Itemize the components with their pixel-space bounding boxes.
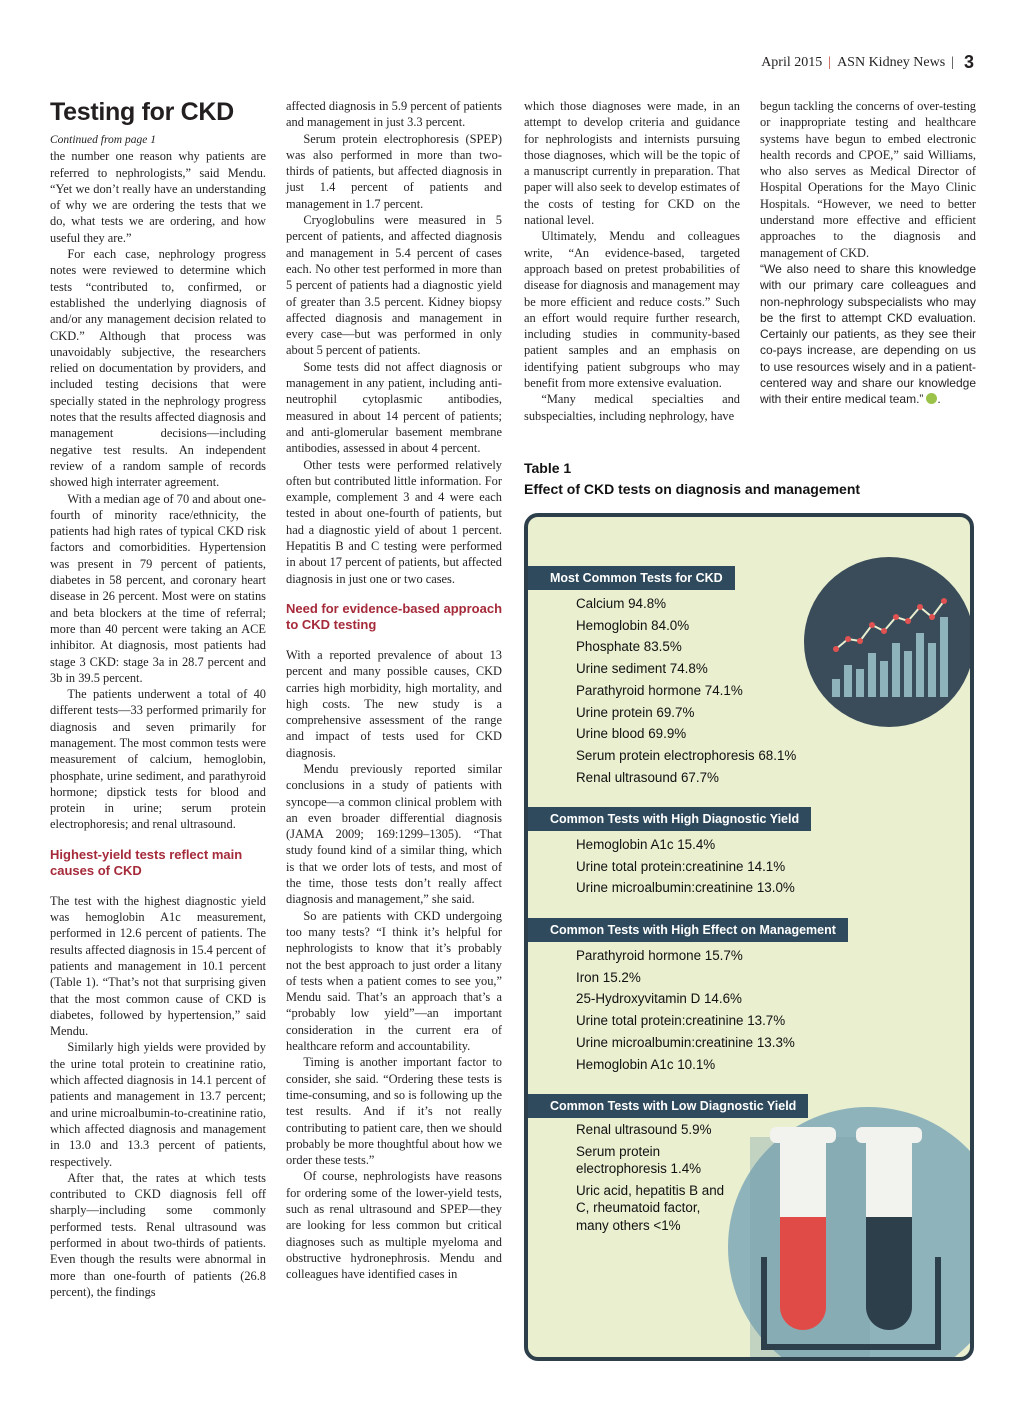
list-item: Parathyroid hormone 15.7% — [576, 948, 743, 963]
paragraph: Similarly high yields were provided by the urine total protein to creatinine ratio, which affected diagnosis in 14.1 percent of patients and management in 13.7 percent; and urine microalbumin-to-creatinine ratio, which affected diagnosis and management in 13.0 and 13.3 percent of patients, respectively. — [50, 1040, 266, 1169]
test-tubes-icon — [728, 1107, 974, 1361]
closing-quote — [760, 261, 976, 408]
paragraph: “Many medical specialties and subspecialties, including nephrology, have — [524, 392, 740, 423]
table-panel — [524, 513, 974, 1361]
article-column-3 — [524, 98, 740, 424]
list-item: Urine microalbumin:creatinine 13.0% — [576, 880, 795, 896]
list-item: 25-Hydroxyvitamin D 14.6% — [576, 991, 742, 1007]
section-heading: Highest-yield tests reflect main causes of CKD — [50, 846, 243, 878]
test-tubes-illustration-icon — [728, 1107, 974, 1361]
article-column-2 — [286, 98, 502, 1282]
issue-date: April 2015 — [761, 54, 823, 70]
paragraph: For each case, nephrology progress notes were reviewed to determine which tests “contributed to, confirmed, or established the underlying diagnosis of and/or any management decision related to CKD.” Although that process was unavoidably subjective, the researchers relied on documentation by providers, and included testing decisions that were specially stated in the nephrology progress notes that the results affected diagnosis and management decisions—including negative test results. An independent review of a random sample of records showed high interrater agreement. — [50, 247, 266, 490]
header-separator: | — [951, 54, 954, 70]
table-caption — [524, 458, 860, 500]
article-title: Testing for CKD — [50, 98, 234, 126]
paragraph: With a median age of 70 and about one-fourth of minority race/ethnicity, the patients had high rates of typical CKD risk factors and comorbidities. Hypertension was present in 79 percent of patients, diabetes in 58 percent, and coronary heart disease in 26 percent. Most were on statins and beta blockers at the time of referral; more than 40 percent were taking an ACE inhibitor. At diagnosis, most patients had stage 3 CKD: stage 3a in 28.7 percent and 3b in 39.5 percent. — [50, 491, 266, 685]
page-header — [761, 52, 974, 73]
list-item: Calcium 94.8% — [576, 596, 667, 611]
list-item: Iron 15.2% — [576, 969, 641, 985]
list-item: Hemoglobin A1c 15.4% — [576, 837, 716, 852]
list-item: Urine protein 69.7% — [576, 704, 695, 720]
list-item: Urine sediment 74.8% — [576, 661, 708, 677]
section-label-most-common: Most Common Tests for CKD — [528, 566, 735, 590]
paragraph: Other tests were performed relatively often but contributed little information. For example, complement 3 and 4 were each tested in about one-fourth of patients, but had a diagnostic yield of about 1 percent. Hepatitis B and C testing were performed in about 17 percent of patients, but affected diagnosis in just one or two cases. — [286, 457, 502, 586]
list-item: Hemoglobin 84.0% — [576, 617, 690, 633]
paragraph: Cryoglobulins were measured in 5 percent of patients, and affected diagnosis and management in 5.4 percent of cases each. No other test performed in more than 5 percent of patients had a diagnostic yield of greater than 3.5 percent. Kidney biopsy affected diagnosis and management in every case—but was performed in only about 5 percent of patients. — [286, 213, 502, 358]
continued-note: Continued from page 1 — [50, 134, 156, 146]
list-item: Serum protein electrophoresis 1.4% — [576, 1143, 702, 1176]
section-heading: Need for evidence-based approach to CKD testing — [286, 600, 503, 632]
article-column-4 — [760, 98, 976, 408]
paragraph: With a reported prevalence of about 13 percent and many possible causes, CKD carries high morbidity, high mortality, and high costs. The new study is a comprehensive assessment of the range and impact of tests used for CKD diagnosis. — [286, 647, 502, 760]
list-item: Parathyroid hormone 74.1% — [576, 682, 743, 698]
list-item: Uric acid, hepatitis B and C, rheumatoid factor, many others <1% — [576, 1182, 725, 1233]
bar-chart-illustration-icon — [804, 557, 974, 727]
list-item: Phosphate 83.5% — [576, 639, 682, 655]
header-separator: | — [828, 54, 832, 70]
quote-text: “We also need to share this knowledge with our primary care colleagues and non-nephrology subspecialists who may be the first to attempt CKD evaluation. Certainly our patients, as they see their co-pays increase, are depending on us to use resources wisely and in a patient-centered way and share our knowledge with their entire medical team.” — [760, 261, 976, 407]
table-label: Table 1 — [524, 460, 572, 476]
list-high-diagnostic — [576, 834, 795, 899]
paragraph: So are patients with CKD undergoing too many tests? “I think it’s helpful for nephrologists to know that it’s probably not the best approach to just order a litany of tests when a patient comes to see you,” Mendu said. That’s an approach that’s a “probably low yield”—an important consideration in the current era of healthcare reform and accountability. — [286, 908, 502, 1054]
list-item: Hemoglobin A1c 10.1% — [576, 1056, 716, 1072]
paragraph: The patients underwent a total of 40 different tests—33 performed primarily for diagnosis and seven primarily for management. The most common tests were measurement of calcium, hemoglobin, phosphate, urine sediment, and parathyroid hormone; dipstick tests for blood and protein in urine; serum protein electrophoresis; and renal ultrasound. — [50, 687, 266, 832]
list-high-management — [576, 945, 795, 1075]
trend-chart-icon — [804, 557, 974, 727]
publication-name: ASN Kidney News — [837, 54, 946, 70]
paragraph: After that, the rates at which tests contributed to CKD diagnosis fell off sharply—including some commonly performed tests. Renal ultrasound was performed in about two-thirds of patients. Even though the results were abnormal in more than one-fourth of patients (26.8 percent), the findings — [50, 1170, 266, 1299]
list-item: Urine microalbumin:creatinine 13.3% — [576, 1034, 795, 1050]
paragraph: Of course, nephrologists have reasons for ordering some of the lower-yield tests, such as renal ultrasound and SPEP—they are looking for less common but critical diagnoses such as multiple myeloma and obstructive hydronephrosis. Mendu and colleagues have identified cases in — [286, 1169, 502, 1282]
paragraph: Some tests did not affect diagnosis or management in any patient, including anti-neutrophil cytoplasmic antibodies, measured in about 14 percent of patients; and anti-glomerular basement membrane antibodies, assessed in about 4 percent. — [286, 359, 502, 456]
table-title: Effect of CKD tests on diagnosis and management — [524, 481, 861, 497]
section-label-low-diagnostic: Common Tests with Low Diagnostic Yield — [528, 1094, 808, 1118]
page-number: 3 — [963, 52, 974, 72]
paragraph: The test with the highest diagnostic yield was hemoglobin A1c measurement, performed in 12.6 percent of patients. The results affected diagnosis in 15.4 percent of patients and management in 10.1 percent (Table 1). “That’s not that surprising given that the most common cause of CKD is diabetes, followed by hypertension,” said Mendu. — [50, 893, 266, 1039]
paragraph: Timing is another important factor to consider, she said. “Ordering these tests is time-consuming, and so is following up the test results. And if it’s not really contributing to patient care, then we should probably be more thoughtful about how we order these tests.” — [286, 1055, 502, 1168]
list-item: Serum protein electrophoresis 68.1% — [576, 747, 797, 763]
paragraph: begun tackling the concerns of over-testing or inappropriate testing and healthcare systems have begun to embed electronic health records and CPOE,” said Williams, who also serves as Medical Director of Hospital Operations for the Mayo Clinic Hospitals. “However, we need to better understand more effective and efficient approaches to the diagnosis and management of CKD. — [760, 99, 976, 260]
list-item: Urine total protein:creatinine 13.7% — [576, 1013, 786, 1029]
paragraph: the number one reason why patients are referred to nephrologists,” said Mendu. “Yet we don’t really have an understanding of why we are ordering the tests that we do, what tests we are ordering, and how useful they are.” — [50, 149, 266, 245]
list-most-common — [576, 593, 796, 788]
paragraph: Mendu previously reported similar conclusions in a study of patients with syncope—a common clinical problem with an even broader differential diagnosis (JAMA 2009; 169:1299–1305). “That study found kind of a similar thing, which is that we order lots of tests, and most of the time, those tests don’t really affect diagnosis and management,” she said. — [286, 761, 502, 907]
list-item: Urine blood 69.9% — [576, 726, 687, 742]
article-column-1 — [50, 98, 266, 1300]
section-label-high-diagnostic: Common Tests with High Diagnostic Yield — [528, 807, 811, 831]
list-low-diagnostic — [576, 1121, 726, 1238]
paragraph: affected diagnosis in 5.9 percent of patients and management in just 3.3 percent. — [286, 99, 502, 130]
paragraph: which those diagnoses were made, in an attempt to develop criteria and guidance for nephrologists and internists pursuing those diagnoses, which will be the topic of a manuscript currently in preparation. That paper will also seek to develop estimates of the costs of testing for CKD on the national level. — [524, 99, 740, 228]
end-of-article-icon — [926, 393, 937, 404]
list-item: Renal ultrasound 67.7% — [576, 769, 719, 785]
section-label-high-management: Common Tests with High Effect on Management — [528, 918, 848, 942]
list-item: Urine total protein:creatinine 14.1% — [576, 858, 786, 874]
paragraph: Serum protein electrophoresis (SPEP) was also performed in more than two-thirds of patients, but affected diagnosis in just 1.4 percent of patients and management in 1.7 percent. — [286, 131, 502, 211]
end-mark: . — [937, 392, 941, 407]
list-item: Renal ultrasound 5.9% — [576, 1122, 712, 1137]
paragraph: Ultimately, Mendu and colleagues write, “An evidence-based, targeted approach based on pretest probabilities of disease for diagnosis and management may be more efficient and reduce costs.” Such an effort would require further research, including studies in community-based patient samples and an emphasis on identifying patient subgroups who may benefit from more extensive evaluation. — [524, 229, 740, 391]
